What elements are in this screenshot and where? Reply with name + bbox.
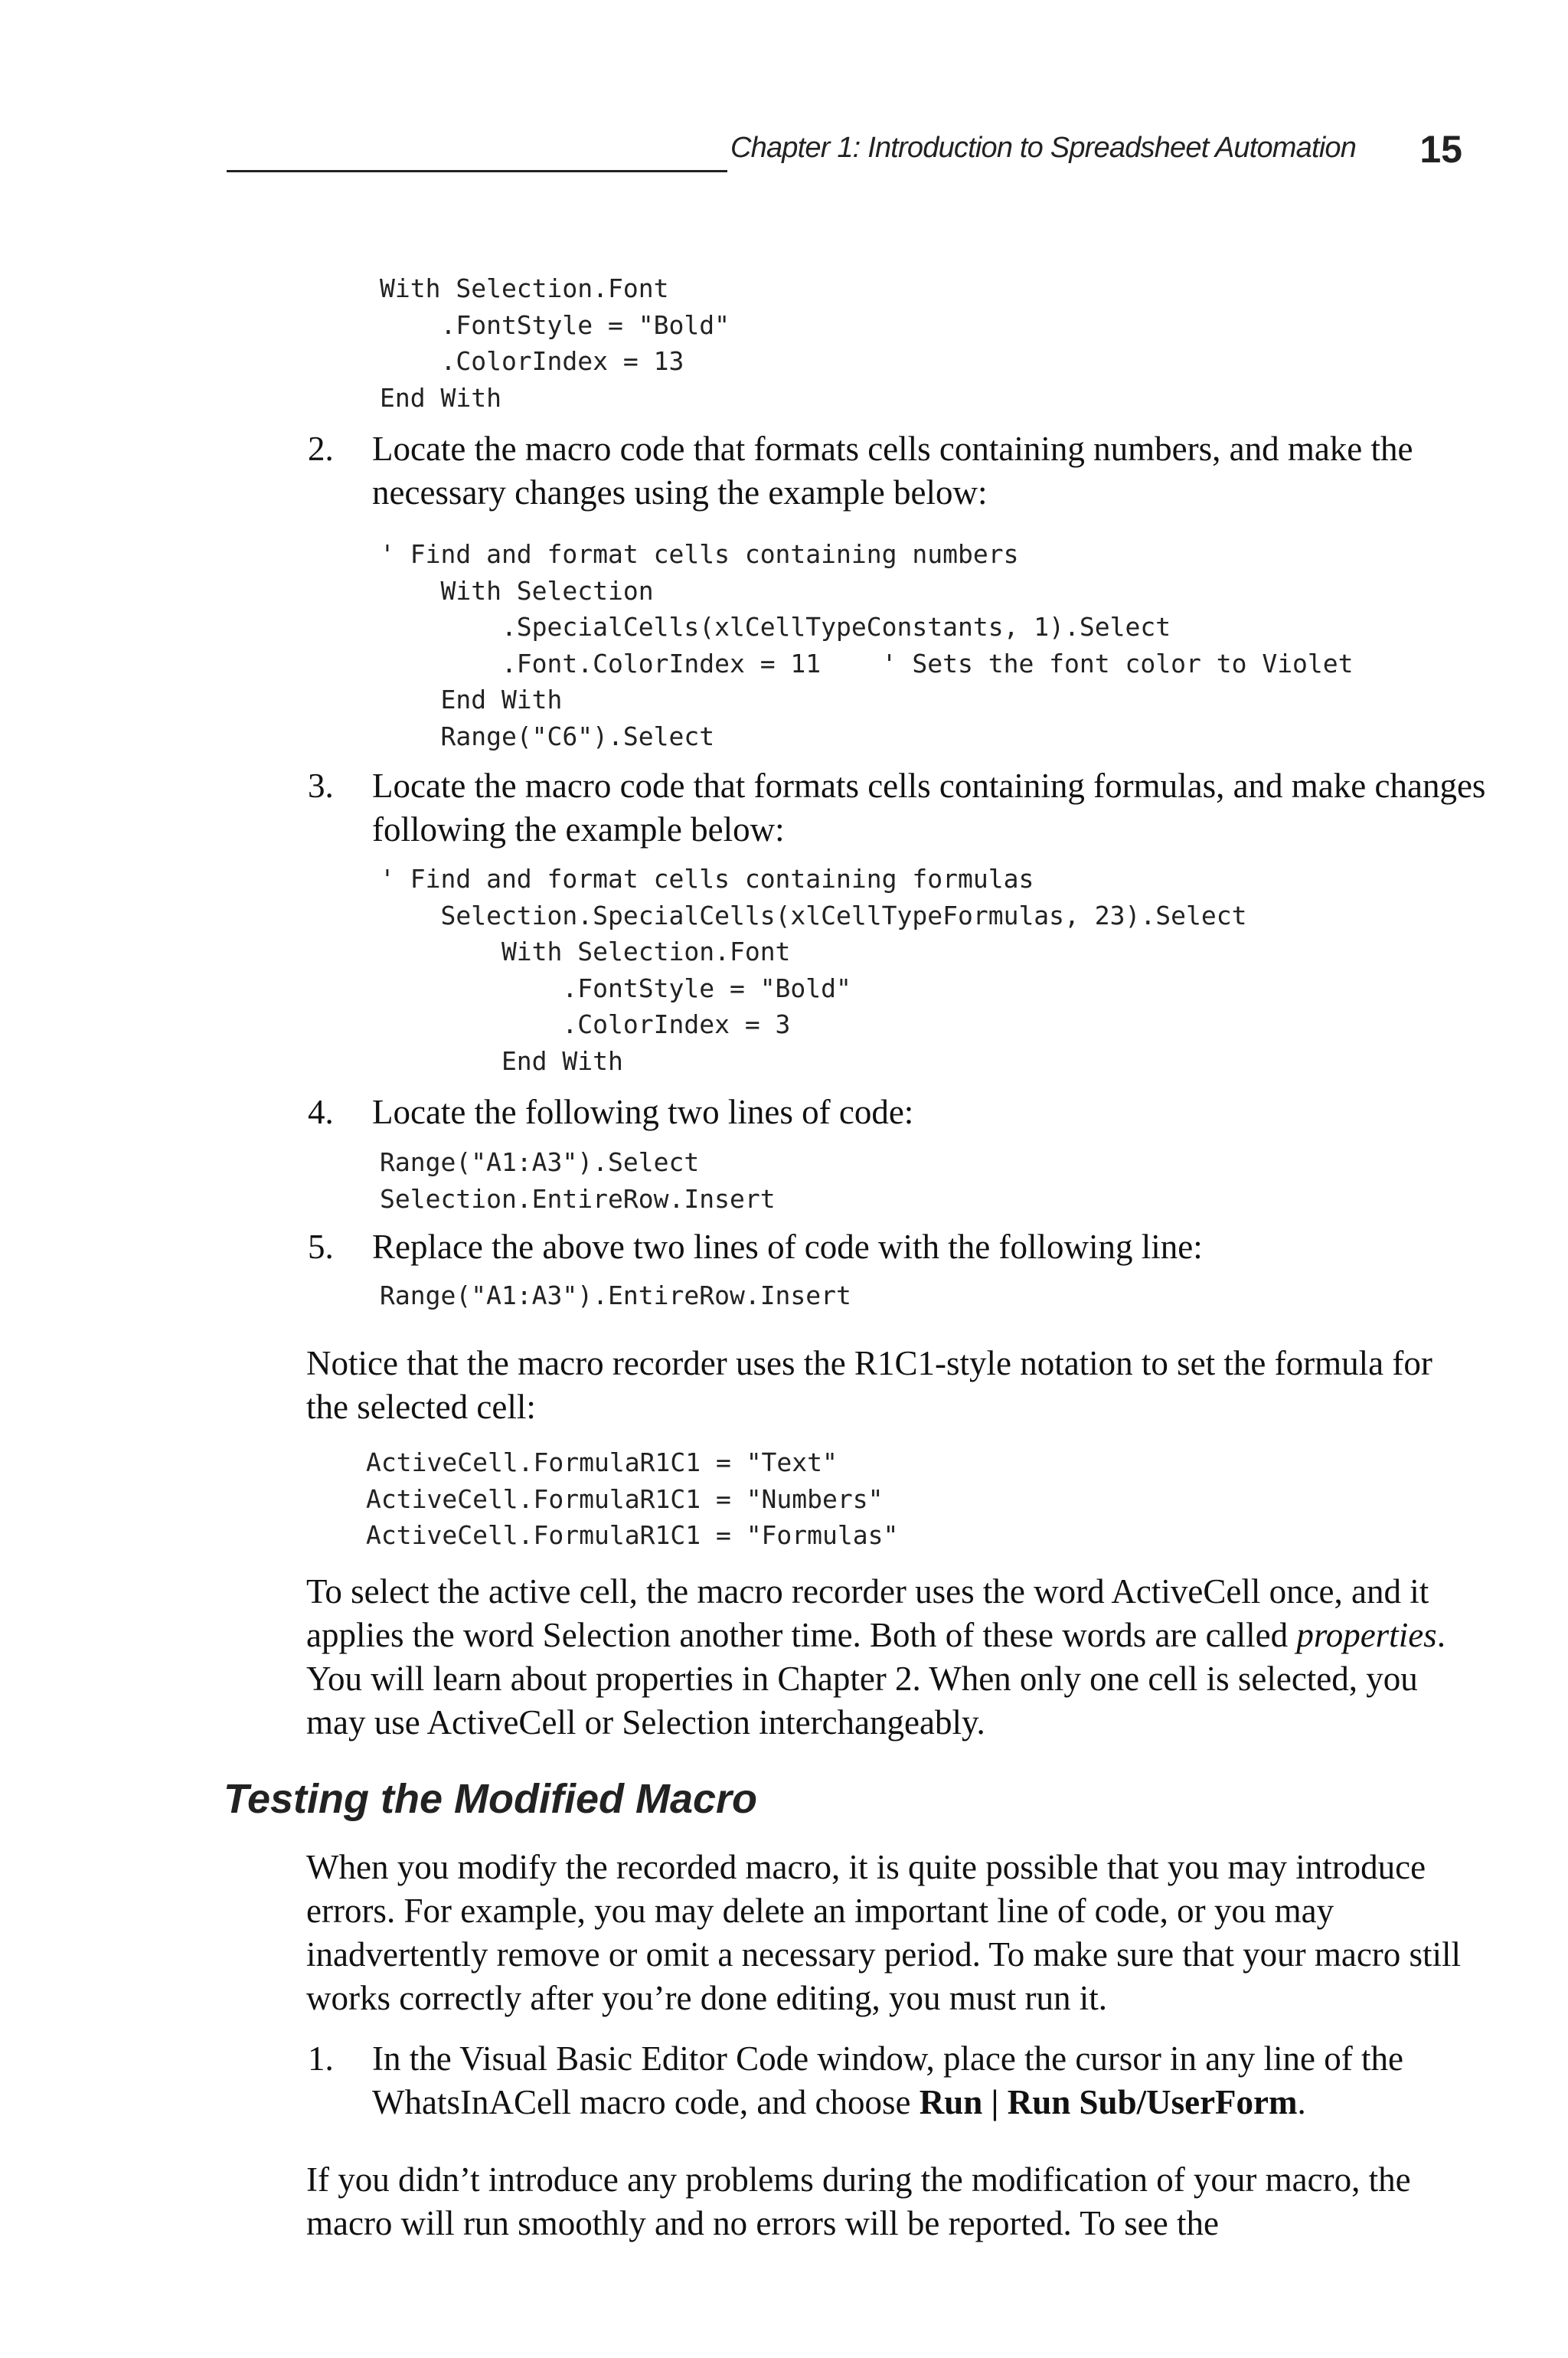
step-number: 5. [308, 1228, 334, 1266]
step-number: 2. [308, 430, 334, 468]
section-heading: Testing the Modified Macro [224, 1776, 758, 1822]
emphasis-properties: properties [1296, 1616, 1437, 1654]
step-text: Replace the above two lines of code with the following line: [372, 1228, 1203, 1266]
code-block-numbers: ' Find and format cells containing numbers With Selection .SpecialCells(xlCellTypeConstants, 1).Select .Font.ColorIndex = 11 ' Sets the font color to Violet End With Range("C6").Select [380, 539, 1354, 751]
step-1-testing [308, 2037, 1472, 2129]
step-number: 1. [308, 2039, 334, 2078]
code-block-select-insert: Range("A1:A3").Select Selection.EntireRow.Insert [380, 1147, 776, 1214]
step-text-part: . [1297, 2083, 1306, 2121]
page-number: 15 [1419, 128, 1462, 171]
paragraph-text: . You will learn about properties in Chapter 2. When only one cell is selected, you may use ActiveCell or Selection interchangeably. [306, 1616, 1446, 1742]
chapter-title: Chapter 1: Introduction to Spreadsheet Automation [730, 132, 1357, 164]
step-4 [308, 1091, 1472, 1136]
paragraph-modify: When you modify the recorded macro, it is quite possible that you may introduce errors. For example, you may delete an important line of code, or you may inadvertently remove or omit a necessary period. To make sure that your macro still works correctly after you’re done editing, you must run it. [306, 1848, 1462, 2017]
step-text: Locate the macro code that formats cells containing numbers, and make the necessary changes using the example below: [372, 430, 1413, 512]
step-3 [308, 764, 1486, 856]
step-text-part: In the Visual Basic Editor Code window, place the cursor in any line of the WhatsInACell macro code, and choose [372, 2039, 1403, 2121]
code-block-formular1c1: ActiveCell.FormulaR1C1 = "Text" ActiveCell.FormulaR1C1 = "Numbers" ActiveCell.FormulaR1C1 = "Formulas" [366, 1447, 899, 1550]
code-block-formulas: ' Find and format cells containing formulas Selection.SpecialCells(xlCellTypeFormulas, 23).Select With Selection.Font .FontStyle = "Bold" .ColorIndex = 3 End With [380, 864, 1247, 1076]
running-header [227, 129, 1462, 176]
paragraph-notice: Notice that the macro recorder uses the R1C1-style notation to set the formula for the selected cell: [306, 1344, 1432, 1426]
step-5 [308, 1225, 1472, 1271]
code-block-entirerow: Range("A1:A3").EntireRow.Insert [380, 1280, 851, 1310]
menu-command: Run | Run Sub/UserForm [919, 2083, 1298, 2121]
step-2 [308, 427, 1472, 519]
code-block-font-with: With Selection.Font .FontStyle = "Bold" .ColorIndex = 13 End With [380, 273, 730, 413]
step-number: 3. [308, 767, 334, 805]
paragraph-if-no-problems: If you didn’t introduce any problems during the modification of your macro, the macro will run smoothly and no errors will be reported. To see the [306, 2160, 1411, 2242]
step-text [372, 2037, 1490, 2124]
header-rule [227, 170, 727, 172]
step-text: Locate the macro code that formats cells containing formulas, and make changes following the example below: [372, 767, 1486, 849]
step-number: 4. [308, 1093, 334, 1131]
paragraph-text: To select the active cell, the macro recorder uses the word ActiveCell once, and it applies the word Selection another time. Both of these words are called [306, 1572, 1429, 1654]
paragraph-active-cell [306, 1570, 1470, 1745]
step-text: Locate the following two lines of code: [372, 1093, 914, 1131]
